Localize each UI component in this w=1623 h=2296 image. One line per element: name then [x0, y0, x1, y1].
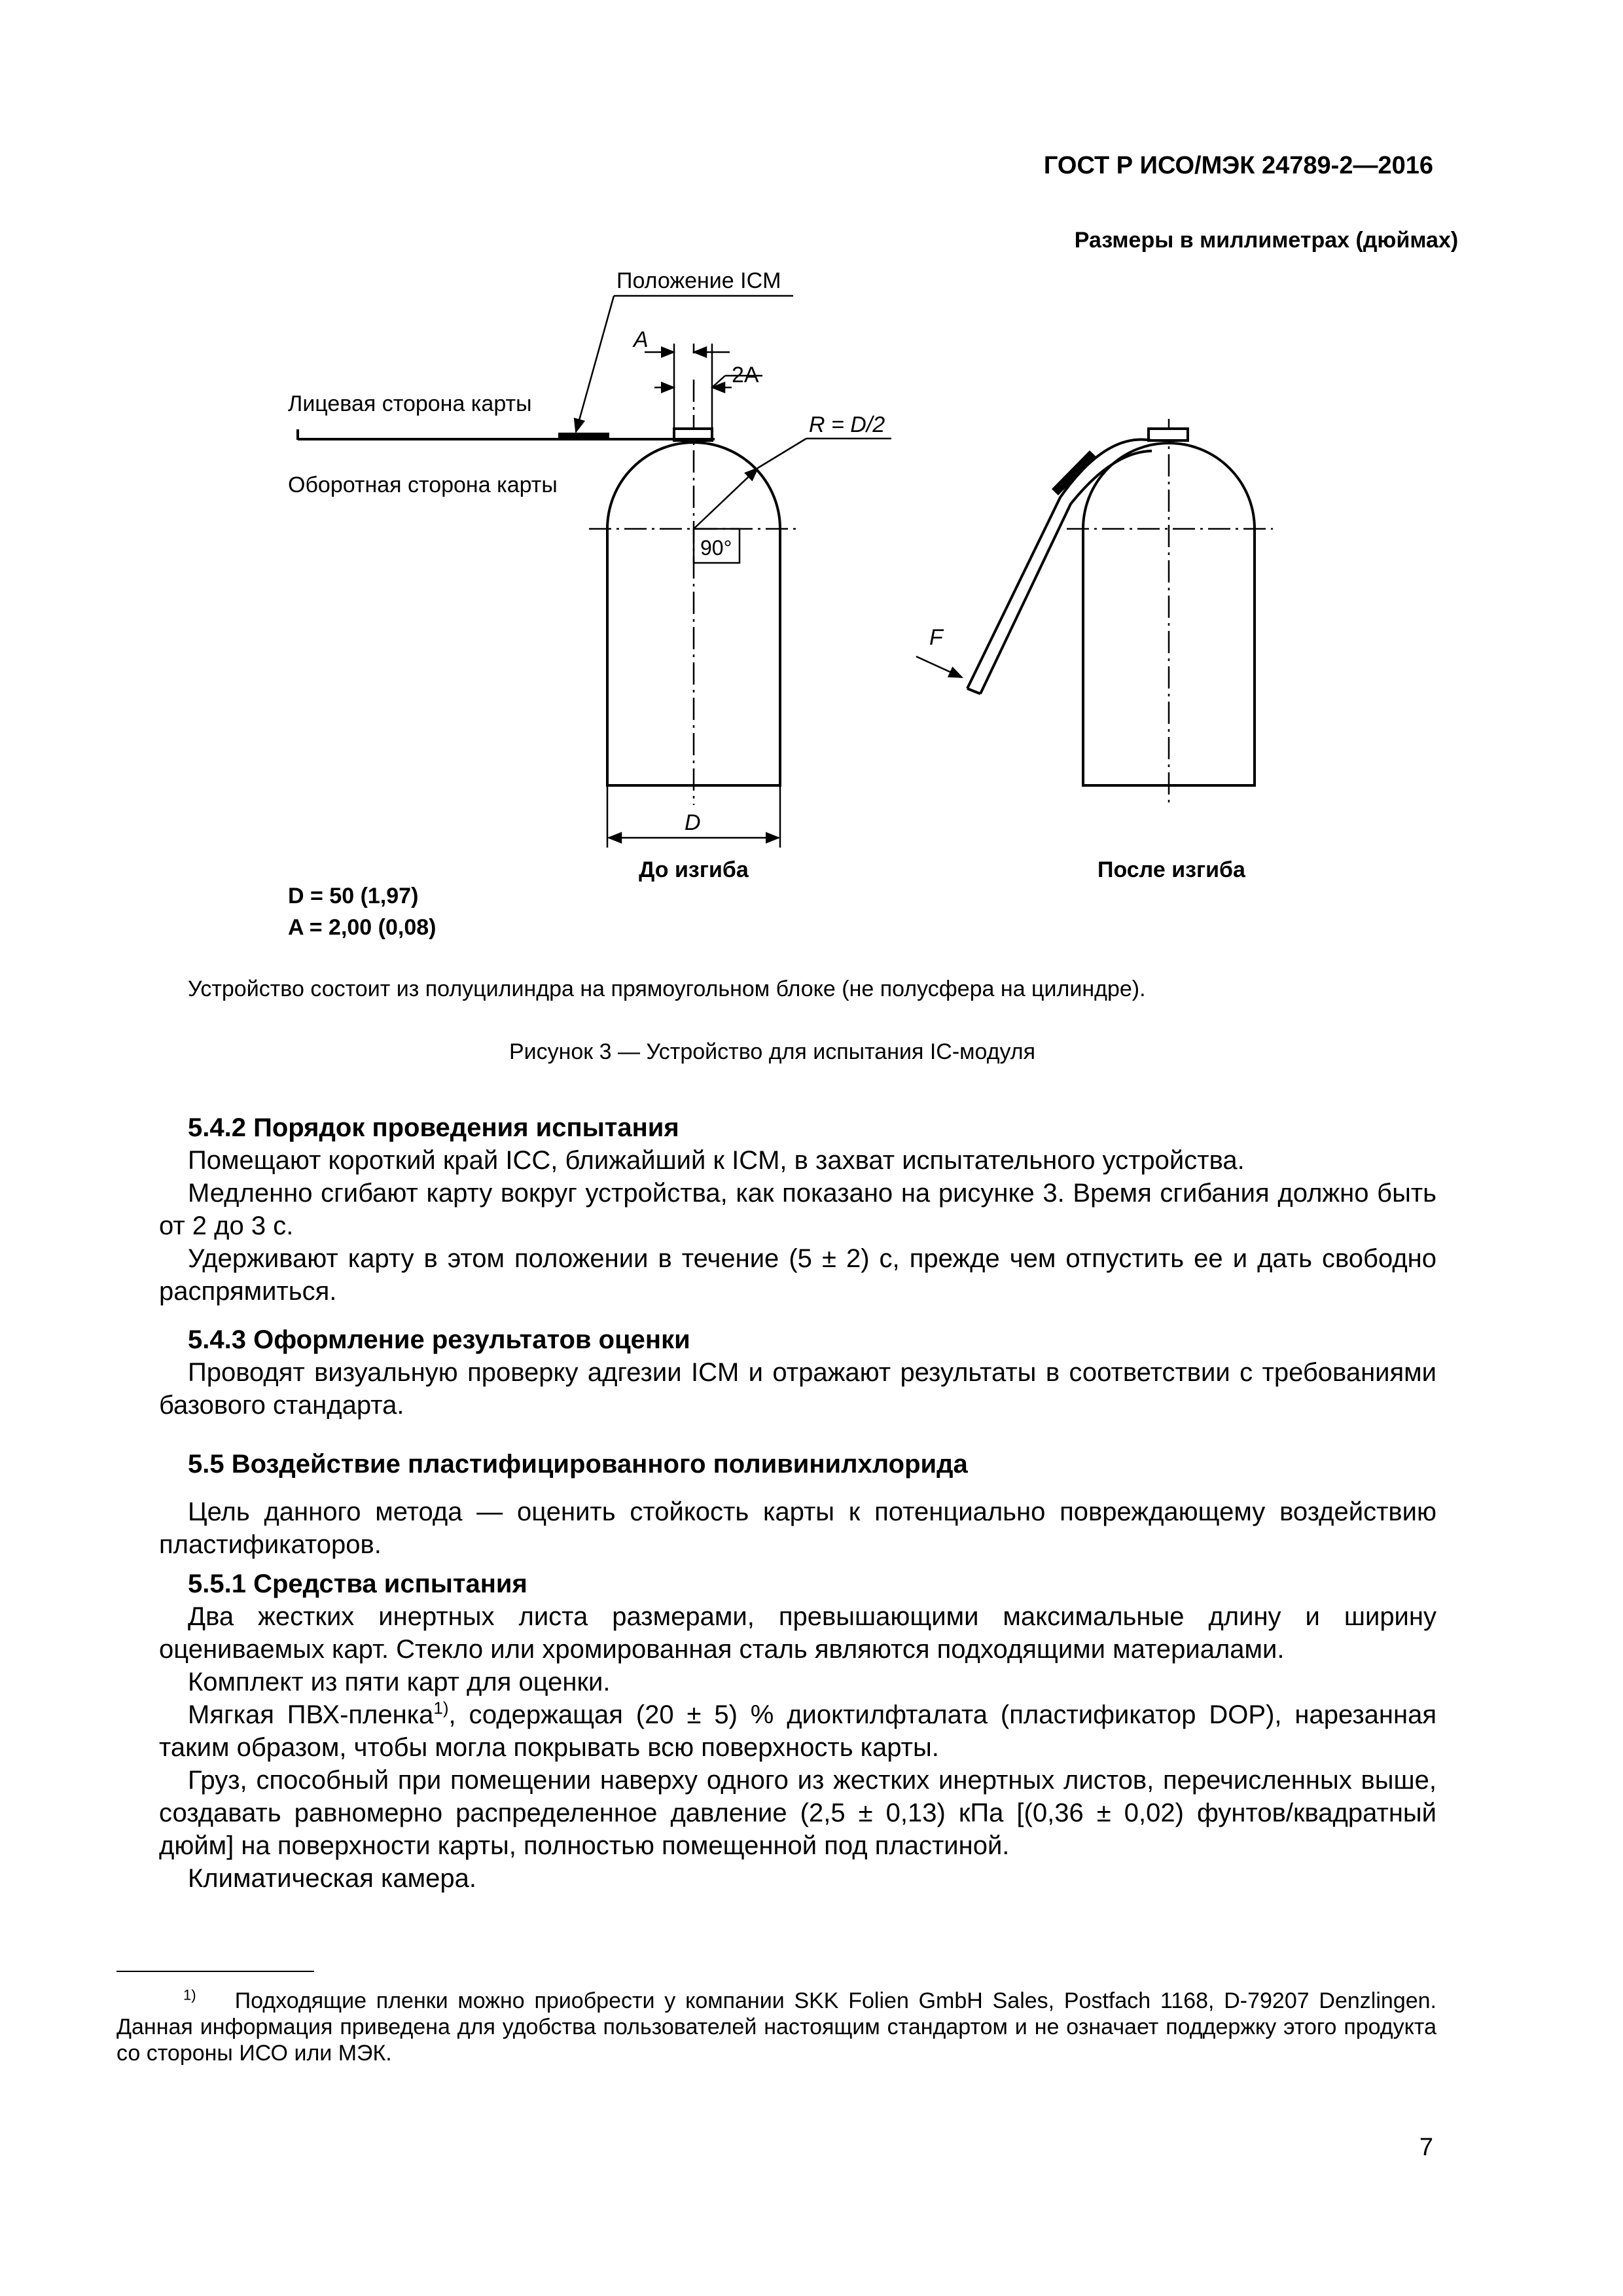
footnote — [116, 1988, 1436, 2066]
label-a: A — [633, 327, 649, 352]
footnote-mark: 1) — [183, 1986, 196, 2003]
label-front-side: Лицевая сторона карты — [288, 391, 532, 416]
dim-a-value: A = 2,00 (0,08) — [288, 915, 437, 940]
paragraph: Мягкая ПВХ-пленка$^{1)}$, содержащая (20 ± 5) % диоктилфталата (пластификатор DOP), нарезанная таким образом, чтобы могла покрывать всю поверхность карты. — [159, 1698, 1436, 1762]
units-note: Размеры в миллиметрах (дюймах) — [1074, 228, 1459, 253]
heading-5-5: 5.5 Воздействие пластифицированного поливинилхлорида — [188, 1450, 968, 1479]
label-before-bend: До изгиба — [639, 857, 749, 882]
footnote-text: Подходящие пленки можно приобрести у компании SKK Folien GmbH Sales, Postfach 1168, D-79207 Denzlingen. Данная информация приведена для удобства пользователей настоящим стандартом и не означает поддержку этого продукта со стороны ИСО или МЭК. — [116, 1988, 1436, 2066]
page-number: 7 — [1419, 2134, 1433, 2161]
paragraph: Комплект из пяти карт для оценки. — [188, 1668, 611, 1696]
heading-5-4-2: 5.4.2 Порядок проведения испытания — [188, 1113, 679, 1142]
label-after-bend: После изгиба — [1097, 857, 1245, 882]
figure-test-device — [0, 0, 1623, 969]
dim-d-value: D = 50 (1,97) — [288, 884, 419, 908]
label-force: F — [929, 625, 943, 650]
paragraph: Два жестких инертных листа размерами, превышающими максимальные длину и ширину оцениваемых карт. Стекло или хромированная сталь являются подходящими материалами. — [159, 1602, 1436, 1664]
label-back-side: Оборотная сторона карты — [288, 473, 558, 497]
section-5-4-2 — [159, 1111, 1436, 1308]
label-d: D — [685, 810, 701, 835]
heading-5-5-1: 5.5.1 Средства испытания — [188, 1570, 527, 1598]
label-2a: 2A — [732, 363, 759, 387]
section-5-5-1 — [159, 1568, 1436, 1895]
section-5-5 — [159, 1448, 1436, 1480]
section-5-5-body — [159, 1496, 1436, 1561]
paragraph: Цель данного метода — оценить стойкость карты к потенциально повреждающему воздействию пластификаторов. — [159, 1498, 1436, 1559]
heading-5-4-3: 5.4.3 Оформление результатов оценки — [188, 1325, 690, 1354]
paragraph: Климатическая камера. — [188, 1864, 476, 1893]
label-icm-position: Положение ICM — [616, 268, 781, 293]
device-before-bend — [298, 380, 798, 805]
figure-caption: Рисунок 3 — Устройство для испытания IC-модуля — [508, 1039, 1036, 1064]
paragraph: Медленно сгибают карту вокруг устройства, как показано на рисунке 3. Время сгибания должно быть от 2 до 3 с. — [159, 1179, 1436, 1240]
device-after-bend — [967, 419, 1273, 805]
document-header: ГОСТ Р ИСО/МЭК 24789-2—2016 — [1043, 152, 1433, 179]
footnote-rule — [116, 1971, 314, 1972]
footnote-ref[interactable]: 1) — [433, 1698, 449, 1718]
label-radius: R = D/2 — [809, 412, 885, 437]
paragraph: Груз, способный при помещении наверху одного из жестких инертных листов, перечисленных выше, создавать равномерно распределенное давление (2,5 ± 0,13) кПа [(0,36 ± 0,02) фунтов/квадратный дюйм] на поверхности карты, полностью помещенной под пластиной. — [159, 1766, 1436, 1860]
paragraph: Проводят визуальную проверку адгезии ICM и отражают результаты в соответствии с требованиями базового стандарта. — [159, 1358, 1436, 1420]
section-5-4-3 — [159, 1323, 1436, 1422]
paragraph: Удерживают карту в этом положении в течение (5 ± 2) с, прежде чем отпустить ее и дать свободно распрямиться. — [159, 1244, 1436, 1306]
figure-note: Устройство состоит из полуцилиндра на прямоугольном блоке (не полусфера на цилиндре). — [188, 977, 1146, 1001]
paragraph: Помещают короткий край ICC, ближайший к ICM, в захват испытательного устройства. — [188, 1146, 1245, 1175]
icm-chip — [558, 433, 609, 440]
label-90-deg: 90° — [700, 536, 732, 560]
